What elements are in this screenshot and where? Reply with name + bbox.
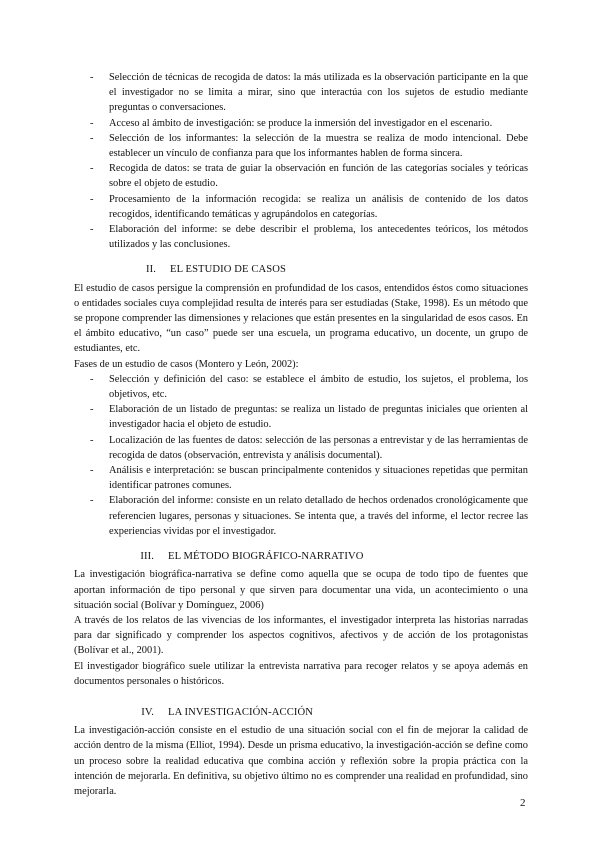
- list-item: - Elaboración del informe: se debe describir el problema, los antecedentes teóricos, los métodos utilizados y las conclusiones.: [109, 222, 528, 252]
- section-title: LA INVESTIGACIÓN-ACCIÓN: [168, 706, 314, 718]
- section-heading-biographic-method: [74, 549, 528, 564]
- case-study-phases-list: [74, 372, 528, 539]
- list-item: - Selección de técnicas de recogida de datos: la más utilizada es la observación participante en la que el investigador no se limita a mirar, sino que interactúa con los sujetos de estudio mediante preguntas o conversaciones.: [109, 70, 528, 116]
- list-item: - Elaboración del informe: consiste en un relato detallado de hechos ordenados cronológicamente que referencien lugares, personas y situaciones. Se intenta que, a través del informe, el lector recree las experiencias vividas por el investigador.: [109, 493, 528, 539]
- list-item: - Análisis e interpretación: se buscan principalmente contenidos y situaciones repetidas que permitan identificar patrones comunes.: [109, 463, 528, 493]
- section-heading-case-study: [74, 262, 528, 277]
- page-content: [74, 70, 528, 799]
- research-steps-list: [74, 70, 528, 252]
- list-item: - Selección y definición del caso: se establece el ámbito de estudio, los sujetos, el problema, los objetivos, etc.: [109, 372, 528, 402]
- list-item: - Acceso al ámbito de investigación: se produce la inmersión del investigador en el escenario.: [109, 116, 528, 131]
- paragraph: El investigador biográfico suele utilizar la entrevista narrativa para recoger relatos y se apoya además en documentos personales o históricos.: [74, 660, 528, 687]
- section-heading-action-research: [74, 705, 528, 720]
- paragraph: El estudio de casos persigue la comprensión en profundidad de los casos, entendidos éstos como situaciones o entidades sociales cuya complejidad resulta de interés para ser estudiadas (Stake, 1998). Es un método que se propone comprender las dimensiones y relaciones que están presentes en la singularidad de esos casos. En el ámbito educativo, “un caso” puede ser una escuela, un programa educativo, un docente, un grupo de estudiantes, etc.: [74, 282, 528, 355]
- list-item: - Localización de las fuentes de datos: selección de las personas a entrevistar y de las herramientas de recogida de datos (observación, entrevista y análisis documental).: [109, 433, 528, 463]
- section-title: EL MÉTODO BIOGRÁFICO-NARRATIVO: [168, 551, 364, 563]
- list-item: - Selección de los informantes: la selección de la muestra se realiza de modo intencional. Debe establecer un vínculo de confianza para que los informantes hablen de forma sincera.: [109, 131, 528, 161]
- page-number: 2: [520, 797, 526, 809]
- list-item: - Recogida de datos: se trata de guiar la observación en función de las categorías sociales y teóricas sobre el objeto de estudio.: [109, 161, 528, 191]
- section-number: III.: [140, 551, 154, 563]
- list-item: - Elaboración de un listado de preguntas: se realiza un listado de preguntas iniciales que orienten al investigador hacia el objeto de estudio.: [109, 402, 528, 432]
- paragraph: La investigación biográfica-narrativa se define como aquella que se ocupa de todo tipo de fuentes que aportan información de tipo personal y que sirven para documentar una vida, un acontecimiento o una situación social (Bolívar y Domínguez, 2006): [74, 569, 528, 611]
- list-item: - Procesamiento de la información recogida: se realiza un análisis de contenido de los datos recogidos, identificando temáticas y agrupándolos en categorías.: [109, 192, 528, 222]
- paragraph: A través de los relatos de las vivencias de los informantes, el investigador interpreta las historias narradas para dar significado y comprender los aspectos cognitivos, afectivos y de acción de los protagonistas (Bolívar et al., 2001).: [74, 614, 528, 657]
- phases-intro: Fases de un estudio de casos (Montero y León, 2002):: [74, 358, 299, 370]
- paragraph: La investigación-acción consiste en el estudio de una situación social con el fin de mejorar la calidad de acción dentro de la misma (Elliot, 1994). Desde un prisma educativo, la investigación-acción se define como un proceso sobre la realidad educativa que combina acción y reflexión sobre la propia práctica con la intención de mejorarla. En definitiva, su objetivo último no es comprender una realidad en profundidad, sino mejorarla.: [74, 725, 528, 797]
- section-title: EL ESTUDIO DE CASOS: [170, 264, 286, 276]
- section-number: II.: [145, 264, 156, 276]
- section-number: IV.: [141, 706, 154, 718]
